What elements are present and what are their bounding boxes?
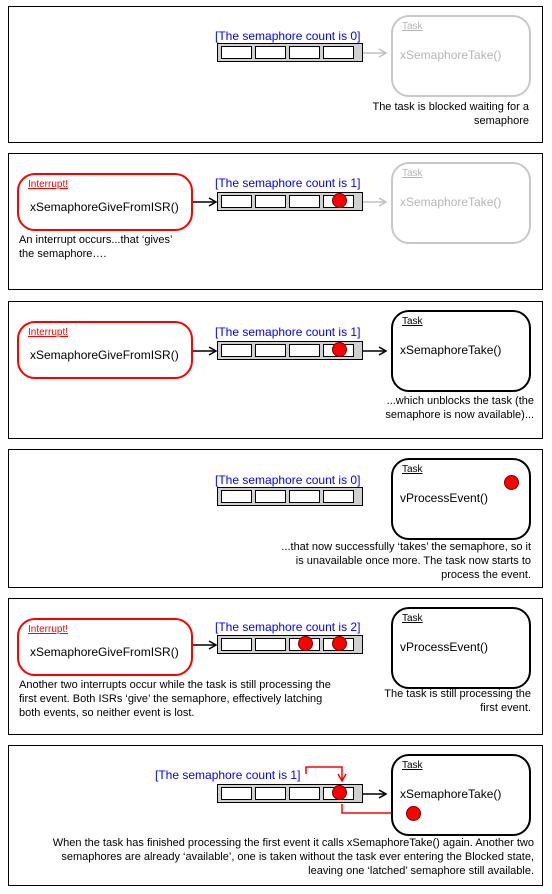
task-box bbox=[391, 754, 531, 836]
panel-2 bbox=[8, 153, 543, 290]
caption: An interrupt occurs...that ‘gives’ the semaphore…. bbox=[19, 234, 173, 260]
caption-left: Another two interrupts occur while the task is still processing the first event. Both ISRs ‘give’ the semaphore, effectively latching both events, so neither event is lost. bbox=[19, 679, 331, 719]
panel-3 bbox=[8, 301, 543, 439]
panel-4 bbox=[8, 449, 543, 588]
panel-1 bbox=[8, 6, 543, 143]
caption: The task is blocked waiting for a semaphore bbox=[372, 101, 529, 127]
semaphore-token bbox=[406, 806, 421, 821]
semaphore-token bbox=[504, 475, 519, 490]
task-box bbox=[391, 15, 531, 97]
interrupt-label: Interrupt! bbox=[28, 179, 69, 190]
task-function: xSemaphoreTake() bbox=[400, 787, 502, 801]
semaphore-queue bbox=[217, 487, 363, 506]
semaphore-count-label: [The semaphore count is 1] bbox=[215, 325, 361, 339]
caption: ...that now successfully ‘takes’ the semaphore, so it is unavailable once more. The task now starts to process the event. bbox=[281, 541, 531, 581]
queue-slot bbox=[221, 490, 252, 503]
interrupt-label: Interrupt! bbox=[28, 624, 69, 635]
task-label: Task bbox=[402, 168, 423, 179]
task-function: xSemaphoreTake() bbox=[400, 195, 502, 209]
interrupt-function: xSemaphoreGiveFromISR() bbox=[30, 348, 179, 362]
queue-slot bbox=[323, 490, 354, 503]
semaphore-count-label: [The semaphore count is 0] bbox=[215, 29, 361, 43]
semaphore-count-label: [The semaphore count is 1] bbox=[155, 768, 301, 782]
semaphore-count-label: [The semaphore count is 0] bbox=[215, 473, 361, 487]
queue-slot bbox=[255, 490, 286, 503]
task-function: vProcessEvent() bbox=[400, 640, 489, 654]
caption: ...which unblocks the task (the semaphore is now available)... bbox=[385, 395, 534, 421]
task-function: xSemaphoreTake() bbox=[400, 343, 502, 357]
task-label: Task bbox=[402, 760, 423, 771]
panel-5 bbox=[8, 598, 543, 735]
semaphore-count-label: [The semaphore count is 2] bbox=[215, 620, 361, 634]
task-label: Task bbox=[402, 613, 423, 624]
queue-slot bbox=[289, 490, 320, 503]
interrupt-label: Interrupt! bbox=[28, 327, 69, 338]
task-box bbox=[391, 607, 531, 689]
panel-6 bbox=[8, 745, 543, 886]
task-function: xSemaphoreTake() bbox=[400, 48, 502, 62]
task-box bbox=[391, 458, 531, 540]
interrupt-function: xSemaphoreGiveFromISR() bbox=[30, 200, 179, 214]
task-label: Task bbox=[402, 316, 423, 327]
caption: When the task has finished processing the first event it calls xSemaphoreTake() again. Another two semaphores are already ‘available’, one is taken without the task ever entering the Blocked state, leaving one ‘latched’ semaphore still available. bbox=[52, 837, 534, 877]
task-function: vProcessEvent() bbox=[400, 491, 489, 505]
task-label: Task bbox=[402, 464, 423, 475]
task-box bbox=[391, 310, 531, 392]
caption-right: The task is still processing the first event. bbox=[384, 688, 531, 714]
task-label: Task bbox=[402, 21, 423, 32]
semaphore-count-label: [The semaphore count is 1] bbox=[215, 176, 361, 190]
interrupt-function: xSemaphoreGiveFromISR() bbox=[30, 645, 179, 659]
task-box bbox=[391, 162, 531, 244]
